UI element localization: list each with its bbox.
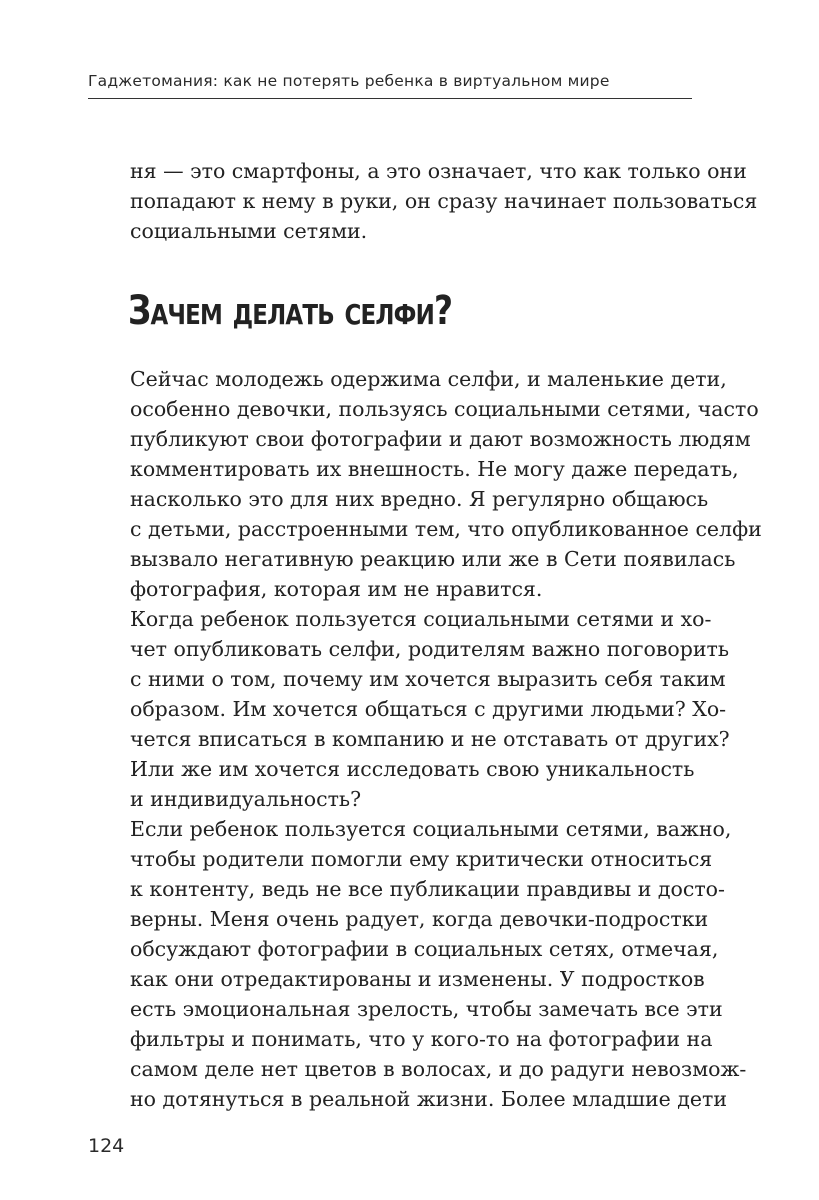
text-line: социальными сетями. bbox=[130, 219, 368, 243]
text-line: верны. Меня очень радует, когда девочки-подростки bbox=[130, 907, 709, 931]
text-line: комментировать их внешность. Не могу даже передать, bbox=[130, 457, 739, 481]
text-line: есть эмоциональная зрелость, чтобы замечать все эти bbox=[130, 997, 723, 1021]
text-line: как они отредактированы и изменены. У подростков bbox=[130, 967, 705, 991]
paragraph-2 bbox=[130, 604, 730, 814]
text-line: вызвало негативную реакцию или же в Сети появилась bbox=[130, 547, 736, 571]
text-line: особенно девочки, пользуясь социальными сетями, часто bbox=[130, 397, 759, 421]
page-number: 124 bbox=[88, 1135, 125, 1157]
text-line: Когда ребенок пользуется социальными сетями и хо- bbox=[130, 607, 712, 631]
section-heading: Зачем делать селфи? bbox=[128, 288, 453, 334]
text-line: с ними о том, почему им хочется выразить себя таким bbox=[130, 667, 726, 691]
intro-paragraph bbox=[130, 156, 758, 246]
text-line: Если ребенок пользуется социальными сетями, важно, bbox=[130, 817, 732, 841]
text-line: чется вписаться в компанию и не отставать от других? bbox=[130, 727, 730, 751]
text-line: самом деле нет цветов в волосах, и до радуги невозмож- bbox=[130, 1057, 747, 1081]
text-line: к контенту, ведь не все публикации правдивы и досто- bbox=[130, 877, 725, 901]
text-line: публикуют свои фотографии и дают возможность людям bbox=[130, 427, 751, 451]
text-line: образом. Им хочется общаться с другими людьми? Хо- bbox=[130, 697, 727, 721]
text-line: чтобы родители помогли ему критически относиться bbox=[130, 847, 713, 871]
text-line: фильтры и понимать, что у кого-то на фотографии на bbox=[130, 1027, 713, 1051]
running-header: Гаджетомания: как не потерять ребенка в виртуальном мире bbox=[88, 72, 610, 90]
text-line: Или же им хочется исследовать свою уникальность bbox=[130, 757, 695, 781]
text-line: фотография, которая им не нравится. bbox=[130, 577, 543, 601]
text-line: обсуждают фотографии в социальных сетях, отмечая, bbox=[130, 937, 719, 961]
text-line: чет опубликовать селфи, родителям важно поговорить bbox=[130, 637, 729, 661]
header-rule bbox=[88, 98, 692, 99]
text-line: насколько это для них вредно. Я регулярно общаюсь bbox=[130, 487, 709, 511]
paragraph-1 bbox=[130, 364, 762, 604]
text-line: Сейчас молодежь одержима селфи, и маленькие дети, bbox=[130, 367, 727, 391]
text-line: но дотянуться в реальной жизни. Более младшие дети bbox=[130, 1087, 728, 1111]
text-line: ня — это смартфоны, а это означает, что как только они bbox=[130, 159, 747, 183]
text-line: попадают к нему в руки, он сразу начинает пользоваться bbox=[130, 189, 758, 213]
paragraph-3 bbox=[130, 814, 747, 1114]
text-line: и индивидуальность? bbox=[130, 787, 362, 811]
text-line: с детьми, расстроенными тем, что опубликованное селфи bbox=[130, 517, 762, 541]
